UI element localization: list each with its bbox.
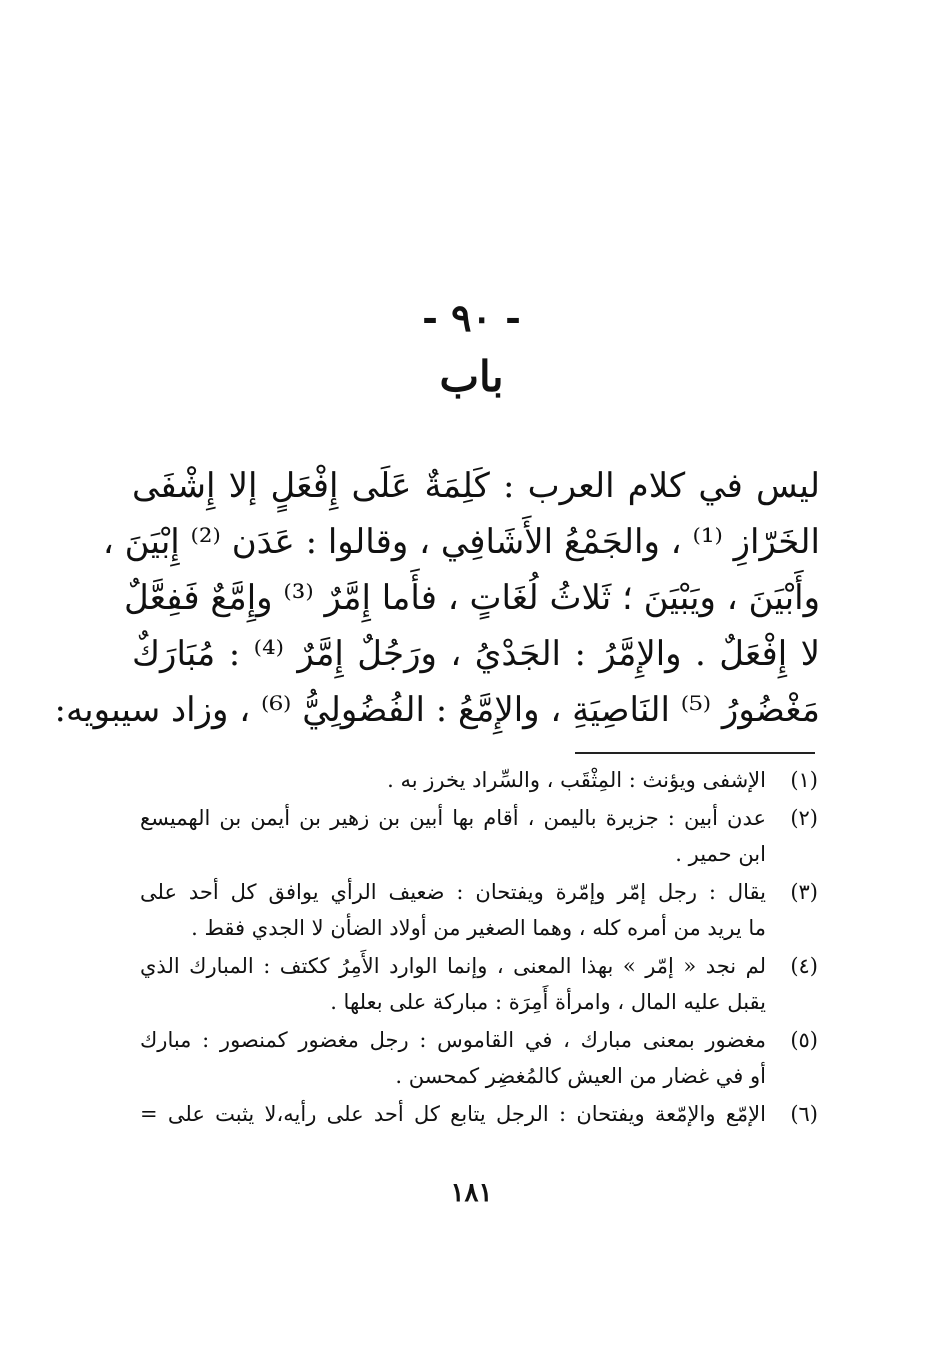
body-line: لا إِفْعَلٌ . والإِمَّرُ : الجَدْيُ ، ورَجُلٌ إِمَّرٌ ⁽⁴⁾ : مُبَارَكٌ xyxy=(132,634,820,674)
footnote-number: (٦) xyxy=(790,1102,818,1126)
footnote-line: يقال : رجل إمّر وإمّرة ويفتحان : ضعيف الرأي يوافق كل أحد على xyxy=(140,880,766,904)
footnote-line: يقبل عليه المال ، وامرأة أَمِرَة : مباركة على بعلها . xyxy=(330,990,766,1014)
footnote-line: عدن أبين : جزيرة باليمن ، أقام بها أبين بن زهير بن أيمن بن الهميسع xyxy=(140,806,766,830)
footnote xyxy=(140,874,818,946)
footnote-number: (٣) xyxy=(790,880,818,904)
body-line: مَغْضُورُ ⁽⁵⁾ النَاصِيَةِ ، والإِمَّعُ : الفُضُولِيُّ ⁽⁶⁾ ، وزاد سيبويه: xyxy=(54,690,820,730)
footnote xyxy=(140,948,818,1020)
footnote-divider xyxy=(575,752,815,754)
footnote-number: (٤) xyxy=(790,954,818,978)
footnote xyxy=(140,1096,818,1132)
footnotes xyxy=(140,762,818,1134)
section-number: - ٩٠ - xyxy=(422,295,521,340)
footnote-line: لم نجد « إمّر » بهذا المعنى ، وإنما الوارد الأَمِرُ ككتف : المبارك الذي xyxy=(140,954,766,978)
footnote-number: (٢) xyxy=(790,806,818,830)
footnote-line: ابن حمير . xyxy=(675,842,766,866)
footnote-line: الإمّع والإمّعة ويفتحان : الرجل يتابع كل أحد على رأيه،لا يثبت على = xyxy=(140,1102,766,1126)
footnote-number: (٥) xyxy=(790,1028,818,1052)
footnote-line: الإشفى ويؤنث : المِثْقَب ، والسِّراد يخرز به . xyxy=(387,768,766,792)
footnote xyxy=(140,1022,818,1094)
page-number: ١٨١ xyxy=(450,1178,493,1208)
footnote-line: مغضور بمعنى مبارك ، في القاموس : رجل مغضور كمنصور : مبارك xyxy=(140,1028,766,1052)
chapter-heading: باب xyxy=(439,352,504,401)
body-line: ليس في كلام العرب : كَلِمَةٌ عَلَى إِفْعَلٍ إلا إِشْفَى xyxy=(132,466,820,506)
main-text xyxy=(54,458,820,738)
footnote-line: ما يريد من أمره كله ، وهما الصغير من أولاد الضأن لا الجدي فقط . xyxy=(191,916,766,940)
footnote xyxy=(140,800,818,872)
footnote-number: (١) xyxy=(790,768,818,792)
footnote-line: أو في غضار من العيش كالمُغضِر كمحسن . xyxy=(395,1064,766,1088)
body-line: وأَبْيَنَ ، ويَبْيَنَ ؛ ثَلاثُ لُغَاتٍ ، فأَما إِمَّرٌ ⁽³⁾ وإِمَّعٌ فَفِعَّلٌ xyxy=(123,578,820,618)
footnote xyxy=(140,762,818,798)
body-line: الخَرّازِ ⁽¹⁾ ، والجَمْعُ الأَشَافِي ، وقالوا : عَدَن ⁽²⁾ إِبْيَنَ ، xyxy=(102,522,820,562)
